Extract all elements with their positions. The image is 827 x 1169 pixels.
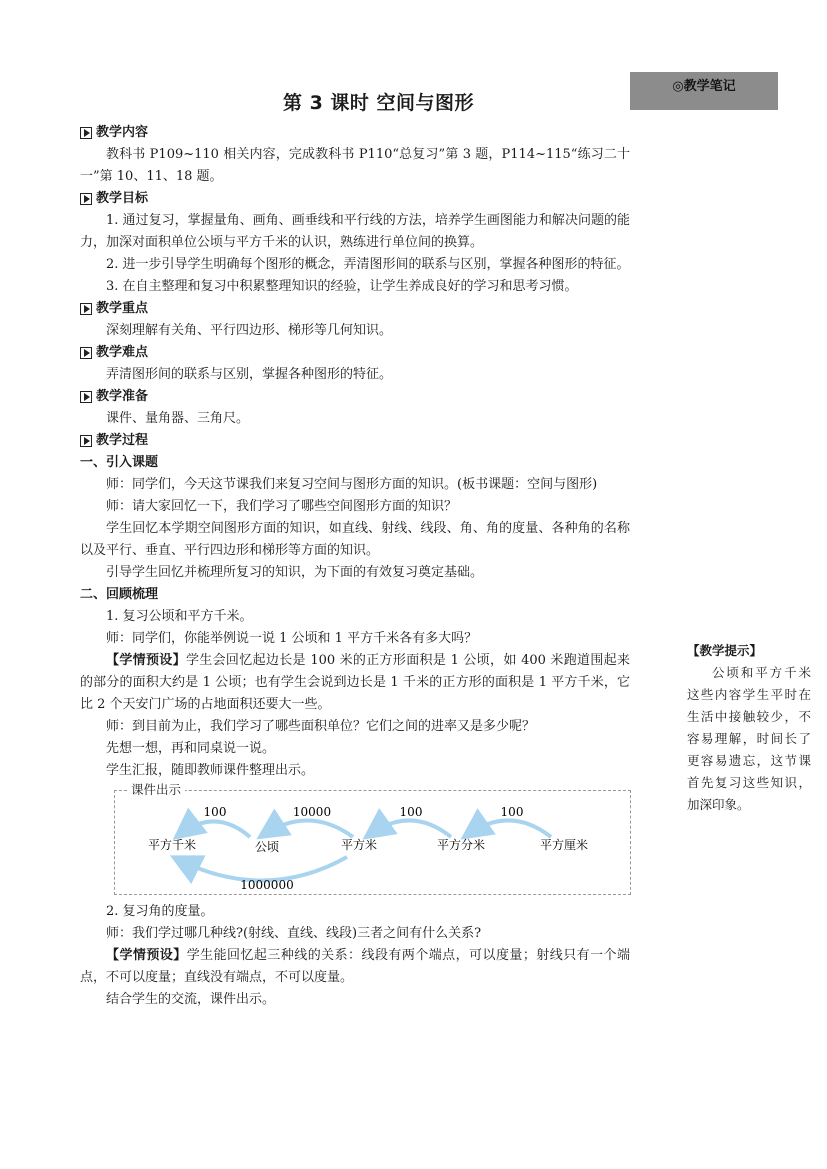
section-content-heading <box>80 122 630 144</box>
content-text: 教科书 P109~110 相关内容，完成教科书 P110“总复习”第 3 题，P114~115“练习二十一”第 10、11、18 题。 <box>80 147 630 184</box>
paragraph: 师：请大家回忆一下，我们学习了哪些空间图形方面的知识？ <box>106 499 458 514</box>
section-heading-text: 教学准备 <box>96 389 149 404</box>
section-goals-heading <box>80 188 630 210</box>
situation-tag: 【学情预设】 <box>106 948 187 963</box>
situation-text: 学生会回忆起边长是 100 米的正方形面积是 1 公顷，如 400 米跑道围起来的部分的面积大约是 1 公顷；也有学生会说到边长是 1 千米的正方形的面积是 1 平方千米，它比 2 个天安门广场的占地面积还要大一些。 <box>80 653 630 712</box>
unit-conversion-figure <box>114 782 631 895</box>
paragraph: 引导学生回忆并梳理所复习的知识，为下面的有效复习奠定基础。 <box>106 565 484 580</box>
rate-1: 100 <box>203 805 227 819</box>
section-process-heading <box>80 430 630 452</box>
keypoints-text: 深刻理解有关角、平行四边形、梯形等几何知识。 <box>106 323 393 338</box>
unit-hectare: 公顷 <box>254 840 280 854</box>
unit-sq-dm: 平方分米 <box>436 838 486 852</box>
paragraph: 1. 复习公顷和平方千米。 <box>106 609 253 624</box>
situation-tag: 【学情预设】 <box>106 653 186 668</box>
goal-item: 1. 通过复习，掌握量角、画角、画垂线和平行线的方法，培养学生画图能力和解决问题的能力，加深对面积单位公顷与平方千米的认识，熟练进行单位间的换算。 <box>80 213 630 250</box>
section-preparation-heading <box>80 386 630 408</box>
part2-heading: 二、回顾梳理 <box>80 587 159 602</box>
arrow-1 <box>179 821 250 837</box>
section-heading-text: 教学过程 <box>96 433 149 448</box>
play-marker-icon <box>80 303 92 315</box>
play-marker-icon <box>80 127 92 139</box>
arrow-3 <box>369 820 451 837</box>
tip-title: 【教学提示】 <box>687 643 763 658</box>
paragraph: 学生汇报，随即教师课件整理出示。 <box>106 763 315 778</box>
play-marker-icon <box>80 347 92 359</box>
section-difficulties-heading <box>80 342 630 364</box>
arrow-4 <box>467 820 551 837</box>
tip-text: 公顷和平方千米这些内容学生平时在生活中接触较少，不容易理解，时间长了更容易遗忘，这节课首先复习这些知识，加深印象。 <box>687 665 811 812</box>
rate-2: 10000 <box>292 805 332 819</box>
unit-diagram <box>115 791 630 894</box>
page-title: 第 3 课时 空间与图形 <box>282 92 475 114</box>
rate-big: 1000000 <box>240 878 294 892</box>
paragraph: 师：到目前为止，我们学习了哪些面积单位？它们之间的进率又是多少呢？ <box>106 719 536 734</box>
unit-sq-cm: 平方厘米 <box>539 838 589 852</box>
paragraph: 师：我们学过哪几种线?(射线、直线、线段)三者之间有什么关系? <box>106 926 482 941</box>
situation-text: 学生能回忆起三种线的关系：线段有两个端点，可以度量；射线只有一个端点，不可以度量；直线没有端点，不可以度量。 <box>80 948 630 985</box>
paragraph: 师：同学们，今天这节课我们来复习空间与图形方面的知识。(板书课题：空间与图形) <box>106 477 598 492</box>
unit-sq-km: 平方千米 <box>147 838 197 852</box>
paragraph <box>80 945 630 989</box>
goal-item: 3. 在自主整理和复习中积累整理知识的经验，让学生养成良好的学习和思考习惯。 <box>106 279 578 294</box>
teaching-tip-sidebar <box>687 640 811 816</box>
arrow-big <box>177 857 347 881</box>
difficulties-text: 弄清图形间的联系与区别，掌握各种图形的特征。 <box>106 367 393 382</box>
section-keypoints-heading <box>80 298 630 320</box>
rate-4: 100 <box>500 805 524 819</box>
play-marker-icon <box>80 435 92 447</box>
main-content <box>80 122 630 1011</box>
teaching-notes-tab: ◎教学笔记 <box>630 72 778 110</box>
section-heading-text: 教学目标 <box>96 191 149 206</box>
paragraph: 结合学生的交流，课件出示。 <box>106 992 276 1007</box>
rate-3: 100 <box>399 805 423 819</box>
paragraph: 师：同学们，你能举例说一说 1 公顷和 1 平方千米各有多大吗？ <box>106 631 478 646</box>
part1-heading: 一、引入课题 <box>80 455 159 470</box>
paragraph <box>80 650 630 716</box>
section-heading-text: 教学内容 <box>96 125 149 140</box>
arrow-2 <box>263 820 353 837</box>
section-heading-text: 教学重点 <box>96 301 149 316</box>
goal-item: 2. 进一步引导学生明确每个图形的概念，弄清图形间的联系与区别，掌握各种图形的特征。 <box>106 257 630 272</box>
play-marker-icon <box>80 391 92 403</box>
figure-label: 课件出示 <box>127 781 185 799</box>
unit-sq-m: 平方米 <box>340 838 378 852</box>
section-heading-text: 教学难点 <box>96 345 149 360</box>
paragraph: 先想一想，再和同桌说一说。 <box>106 741 276 756</box>
paragraph: 学生回忆本学期空间图形方面的知识，如直线、射线、线段、角、角的度量、各种角的名称以及平行、垂直、平行四边形和梯形等方面的知识。 <box>80 521 630 558</box>
paragraph: 2. 复习角的度量。 <box>106 904 214 919</box>
preparation-text: 课件、量角器、三角尺。 <box>106 411 250 426</box>
play-marker-icon <box>80 193 92 205</box>
